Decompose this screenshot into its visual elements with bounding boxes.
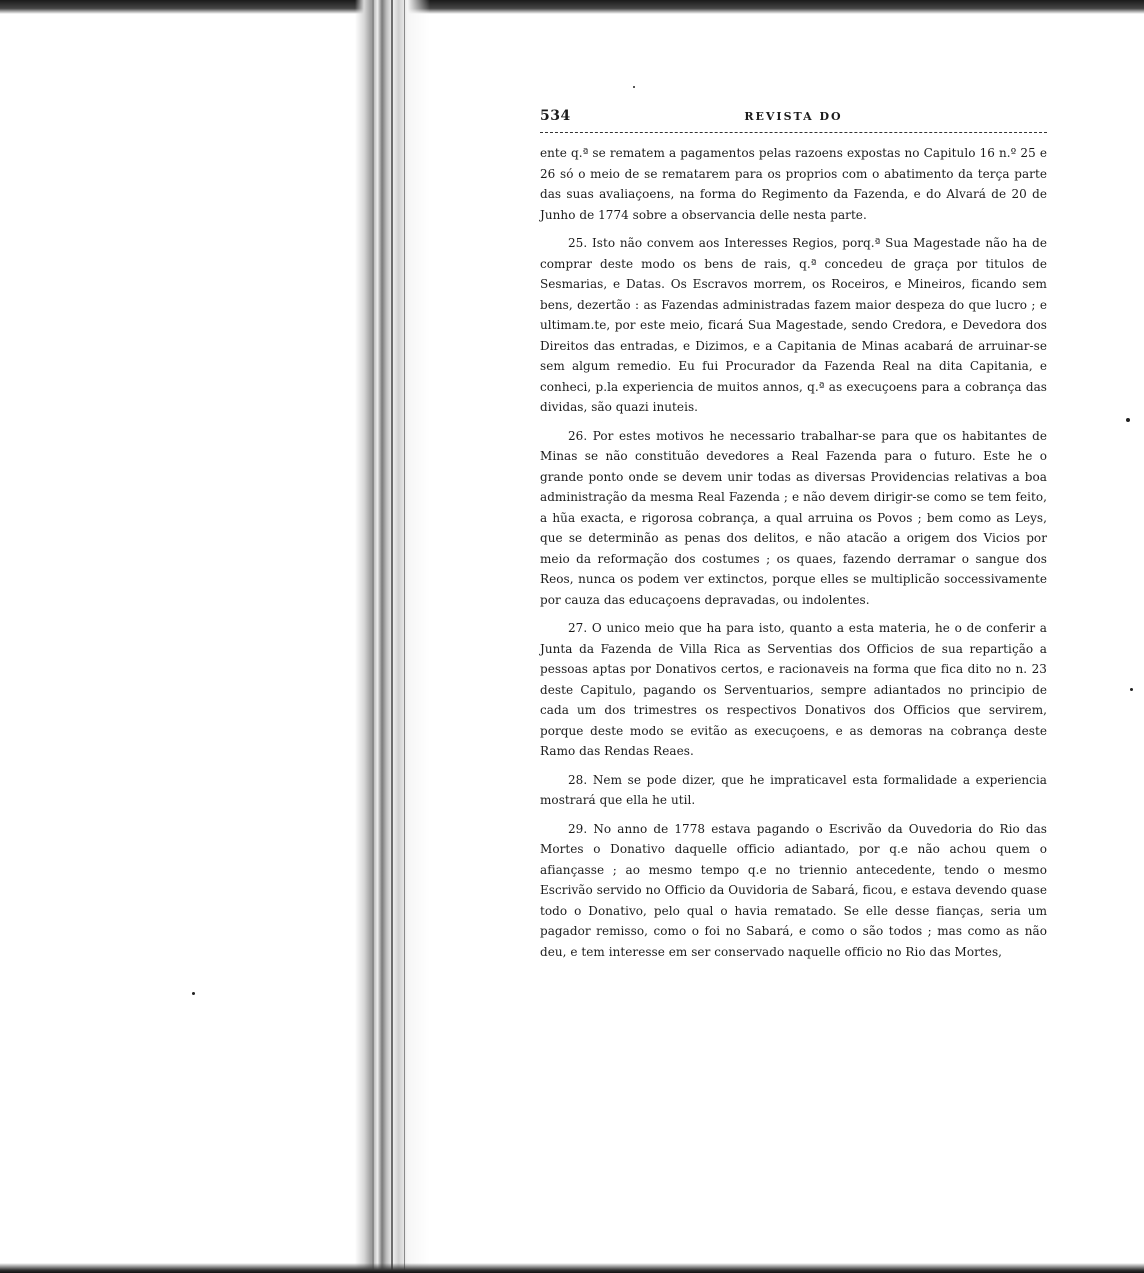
scan-top-edge [0, 0, 1144, 14]
paragraph-28: 28. Nem se pode dizer, que he impraticavel esta formalidade a experiencia mostrará que ella he util. [540, 772, 1047, 807]
scan-bottom-edge [0, 1263, 1144, 1273]
scan-speck [633, 86, 635, 88]
paragraph-29: 29. No anno de 1778 estava pagando o Escrivão da Ouvedoria do Rio das Mortes o Donativo daquelle officio adiantado, por q.e não achou quem o afiançasse ; ao mesmo tempo q.e no triennio antecedente, tendo o mesmo Escrivão servido no Officio da Ouvidoria de Sabará, ficou, e estava devendo quase todo o Donativo, pelo qual o havia rematado. Se elle desse fianças, seria um pagador remisso, como o foi no Sabará, e como o são todos ; mas como as não deu, e tem interesse em ser conservado naquelle officio no Rio das Mortes, [540, 821, 1047, 959]
book-page [540, 108, 1047, 970]
gutter-fold-line [391, 0, 393, 1273]
scan-speck [1126, 418, 1130, 422]
page-number: 534 [540, 108, 571, 124]
scan-speck [1130, 688, 1133, 691]
gutter-fold-line [372, 0, 374, 1273]
page-header [540, 108, 1047, 130]
paragraph-26: 26. Por estes motivos he necessario trabalhar-se para que os habitantes de Minas se não constituão devedores a Real Fazenda para o futuro. Este he o grande ponto onde se devem unir todas as diversas Providencias relativas a boa administração da mesma Real Fazenda ; e não devem dirigir-se como se tem feito, a hũa exacta, e rigorosa cobrança, a qual arruina os Povos ; bem como as Leys, que se determinão as penas dos delitos, e não atacão a origem dos Vicios por meio da reformação dos costumes ; os quaes, fazendo derramar o sangue dos Reos, nunca os podem ver extinctos, porque elles se multiplicão soccessivamente por cauza das educaçoens depravadas, ou indolentes. [540, 428, 1047, 607]
header-rule [540, 132, 1047, 133]
paragraph-25: 25. Isto não convem aos Interesses Regios, porq.ª Sua Magestade não ha de comprar deste modo os bens de rais, q.ª concedeu de graça por titulos de Sesmarias, e Datas. Os Escravos morrem, os Roceiros, e Mineiros, ficando sem bens, dezertão : as Fazendas administradas fazem maior despeza do que lucro ; e ultimam.te, por este meio, ficará Sua Magestade, sendo Credora, e Devedora dos Direitos das entradas, e Dizimos, e a Capitania de Minas acabará de arruinar-se sem algum remedio. Eu fui Procurador da Fazenda Real na dita Capitania, e conheci, p.la experiencia de muitos annos, q.ª as execuçoens para a cobrança das dividas, são quazi inuteis. [540, 236, 1047, 414]
scan-speck [192, 992, 195, 995]
gutter-fold-line [404, 0, 405, 1273]
paragraph-27: 27. O unico meio que ha para isto, quanto a esta materia, he o de conferir a Junta da Fazenda de Villa Rica as Serventias dos Officios de sua repartição a pessoas aptas por Donativos certos, e racionaveis na forma que fica dito no n. 23 deste Capitulo, pagando os Serventuarios, sempre adiantados no principio de cada um dos trimestres os respectivos Donativos dos Officios que servirem, porque deste modo se evitão as execuçoens, e as demoras na cobrança deste Ramo das Rendas Reaes. [540, 621, 1047, 758]
paragraph-continuation: ente q.ª se rematem a pagamentos pelas razoens expostas no Capitulo 16 n.º 25 e 26 só o meio de se rematarem para os proprios com o abatimento da terça parte das suas avaliaçoens, na forma do Regimento da Fazenda, e do Alvará de 20 de Junho de 1774 sobre a observancia delle nesta parte. [540, 146, 1047, 222]
running-title: REVISTA DO [744, 110, 843, 123]
